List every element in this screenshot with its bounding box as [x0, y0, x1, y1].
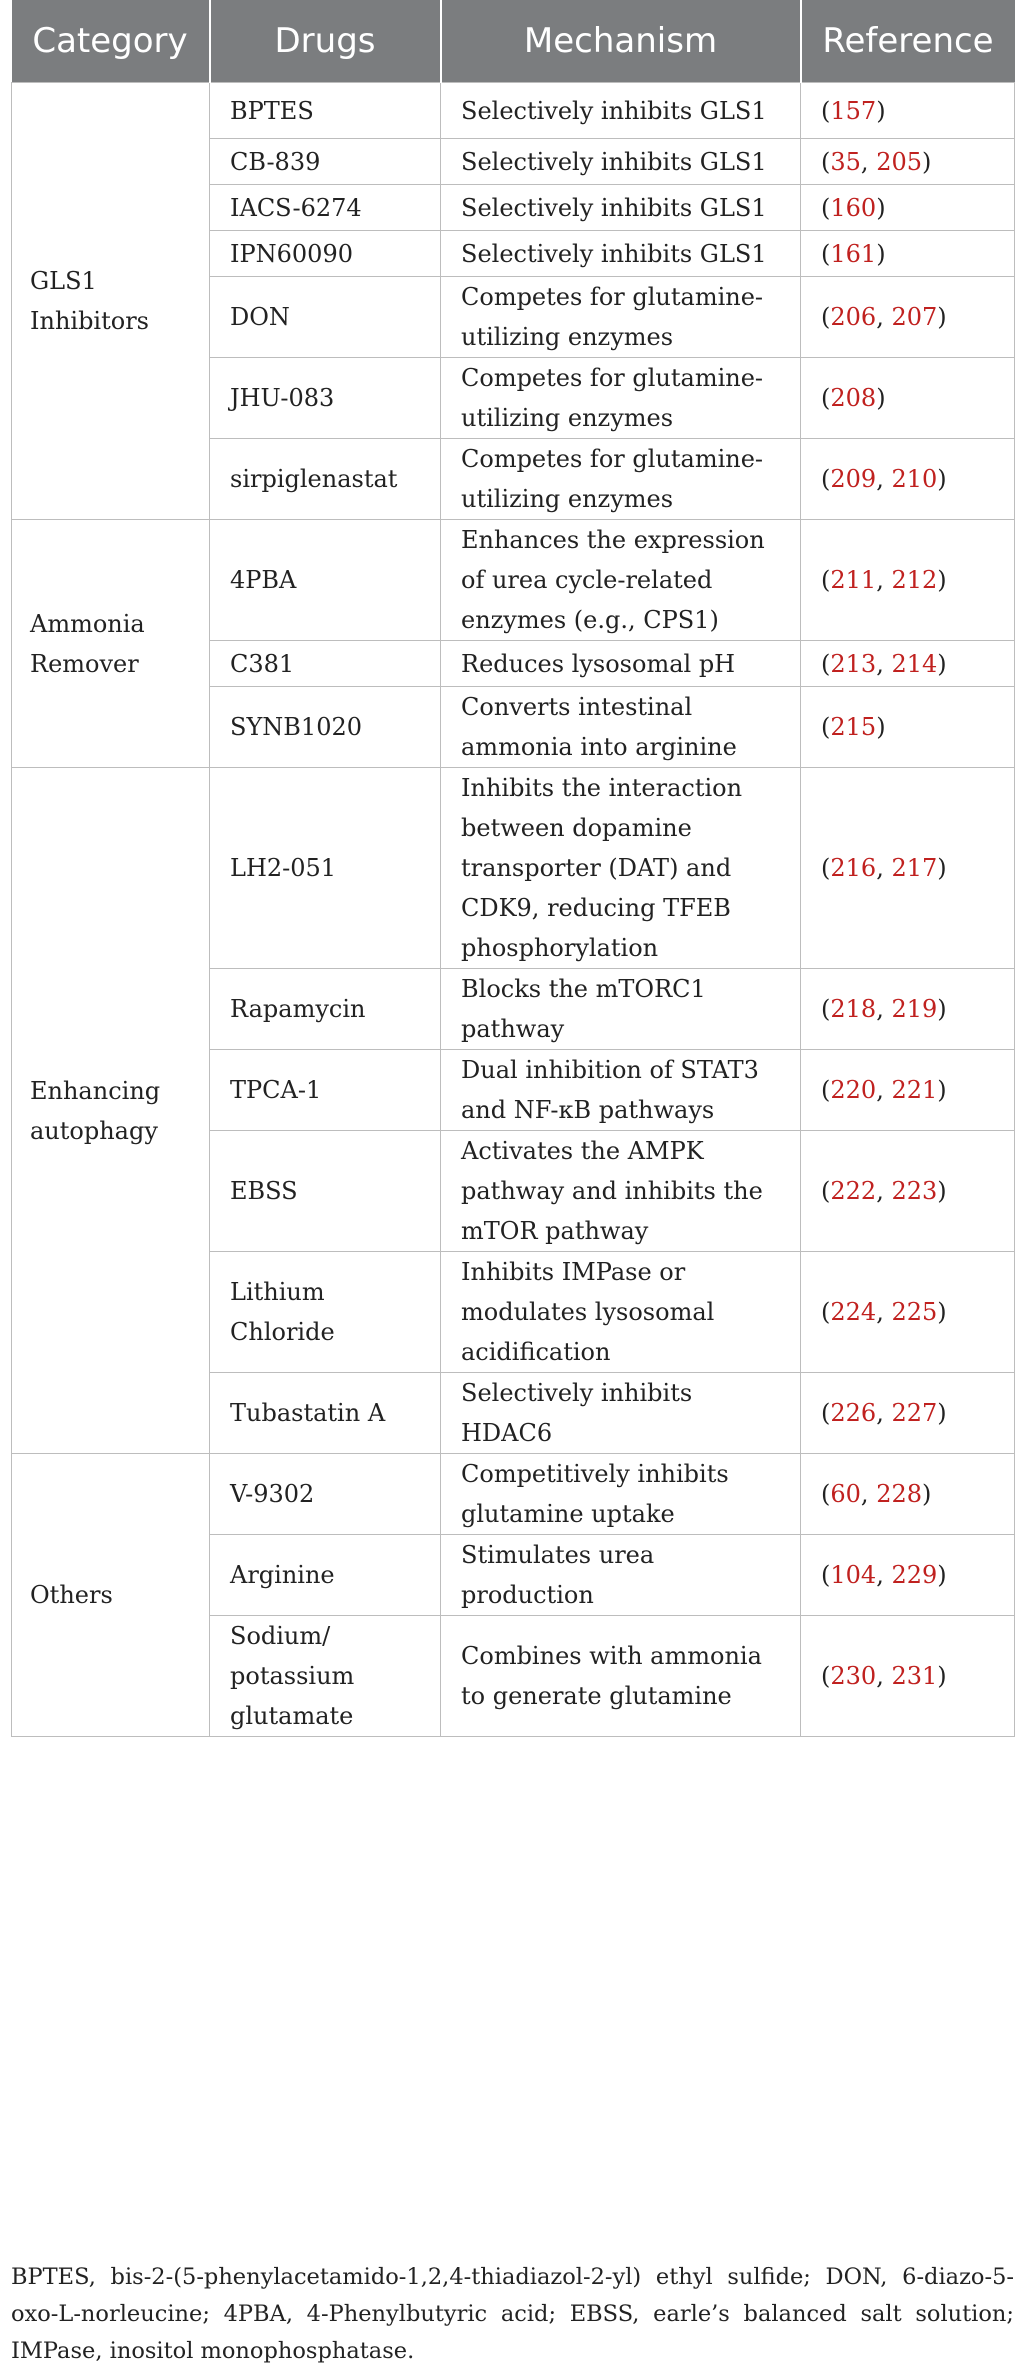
drug-name: TPCA-1	[230, 1076, 322, 1104]
reference-link[interactable]: 209	[830, 465, 877, 493]
reference-link[interactable]: 160	[830, 193, 877, 222]
drug-cell	[210, 1050, 441, 1131]
drug-name: Lithium	[230, 1278, 325, 1306]
reference-cell: (211, 212)	[801, 520, 1015, 641]
mechanism-cell	[441, 439, 801, 520]
drug-name: EBSS	[230, 1177, 298, 1205]
table-row	[12, 768, 1015, 969]
category-label: Inhibitors	[30, 307, 149, 335]
mechanism-text: CDK9, reducing TFEB	[461, 894, 731, 922]
reference-link[interactable]: 210	[891, 465, 938, 493]
mechanism-cell	[441, 1373, 801, 1454]
reference-link[interactable]: 228	[876, 1480, 922, 1508]
mechanism-text: Dual inhibition of STAT3	[461, 1056, 759, 1084]
mechanism-text: between dopamine	[461, 814, 692, 842]
reference-link[interactable]: 213	[830, 649, 877, 678]
reference-cell: (160)	[801, 185, 1015, 231]
reference-link[interactable]: 220	[830, 1076, 877, 1104]
reference-link[interactable]: 229	[891, 1561, 938, 1589]
mechanism-text: Enhances the expression	[461, 526, 765, 554]
mechanism-cell	[441, 1454, 801, 1535]
reference-cell: (161)	[801, 231, 1015, 277]
reference-link[interactable]: 225	[891, 1298, 938, 1326]
category-cell	[12, 83, 210, 520]
drug-cell	[210, 1131, 441, 1252]
mechanism-cell	[441, 277, 801, 358]
drug-name: 4PBA	[230, 566, 297, 594]
mechanism-cell	[441, 1131, 801, 1252]
mechanism-text: transporter (DAT) and	[461, 854, 732, 882]
reference-cell: (208)	[801, 358, 1015, 439]
drug-name: Arginine	[230, 1561, 335, 1589]
header-mechanism: Mechanism	[441, 0, 801, 83]
mechanism-text: pathway	[461, 1015, 565, 1043]
mechanism-text: to generate glutamine	[461, 1682, 732, 1710]
table-row	[12, 83, 1015, 139]
mechanism-text: Competes for glutamine-	[461, 364, 764, 392]
reference-link[interactable]: 224	[830, 1298, 877, 1326]
mechanism-text: Activates the AMPK	[461, 1137, 704, 1165]
drug-cell	[210, 277, 441, 358]
reference-link[interactable]: 214	[891, 649, 938, 678]
reference-cell: (60, 228)	[801, 1454, 1015, 1535]
drug-cell	[210, 969, 441, 1050]
mechanism-text: production	[461, 1581, 594, 1609]
mechanism-text: Inhibits IMPase or	[461, 1258, 686, 1286]
drug-name: Chloride	[230, 1318, 335, 1346]
table-row	[12, 1454, 1015, 1535]
drug-name: SYNB1020	[230, 713, 362, 741]
table-row	[12, 520, 1015, 641]
drug-name: potassium	[230, 1662, 355, 1690]
category-label: autophagy	[30, 1116, 158, 1145]
reference-link[interactable]: 221	[891, 1076, 938, 1104]
table-footnote: BPTES, bis-2-(5-phenylacetamido-1,2,4-thiadiazol-2-yl) ethyl sulfide; DON, 6-diazo-5-oxo-L-norleucine; 4PBA, 4-Phenylbutyric acid; EBSS, earle’s balanced salt solution; IMPase, inositol monophosphatase.	[11, 2263, 1014, 2364]
mechanism-text: mTOR pathway	[461, 1217, 649, 1245]
drug-table-container	[11, 0, 1014, 1737]
mechanism-text: Competes for glutamine-	[461, 283, 764, 311]
drug-name: CB-839	[230, 147, 321, 176]
reference-link[interactable]: 104	[830, 1561, 877, 1589]
reference-link[interactable]: 231	[891, 1662, 938, 1690]
mechanism-cell	[441, 1252, 801, 1373]
reference-link[interactable]: 35	[830, 147, 861, 176]
drug-cell	[210, 139, 441, 185]
mechanism-cell	[441, 83, 801, 139]
mechanism-text: Inhibits the interaction	[461, 774, 743, 802]
reference-link[interactable]: 60	[830, 1480, 861, 1508]
reference-link[interactable]: 216	[830, 854, 877, 882]
reference-cell: (104, 229)	[801, 1535, 1015, 1616]
reference-cell: (218, 219)	[801, 969, 1015, 1050]
drug-cell	[210, 439, 441, 520]
drug-cell	[210, 687, 441, 768]
reference-cell: (224, 225)	[801, 1252, 1015, 1373]
mechanism-text: HDAC6	[461, 1419, 553, 1447]
drug-name: sirpiglenastat	[230, 465, 398, 493]
reference-link[interactable]: 230	[830, 1662, 877, 1690]
mechanism-text: Combines with ammonia	[461, 1642, 762, 1670]
mechanism-cell	[441, 1616, 801, 1737]
drug-name: BPTES	[230, 96, 314, 125]
mechanism-text: ammonia into arginine	[461, 733, 737, 761]
mechanism-text: pathway and inhibits the	[461, 1177, 763, 1205]
mechanism-text: modulates lysosomal	[461, 1298, 715, 1326]
header-reference: Reference	[801, 0, 1015, 83]
drug-name: IPN60090	[230, 239, 353, 268]
reference-link[interactable]: 206	[830, 303, 877, 331]
drug-cell	[210, 1616, 441, 1737]
category-label: Enhancing	[30, 1076, 161, 1105]
drug-cell	[210, 641, 441, 687]
reference-link[interactable]: 223	[891, 1177, 938, 1205]
mechanism-text: utilizing enzymes	[461, 323, 674, 351]
mechanism-cell	[441, 520, 801, 641]
table-header	[12, 0, 1015, 83]
drug-name: Tubastatin A	[230, 1399, 386, 1427]
mechanism-cell	[441, 1535, 801, 1616]
reference-link[interactable]: 211	[830, 566, 877, 594]
drug-name: JHU-083	[230, 384, 335, 412]
category-cell	[12, 520, 210, 768]
category-cell	[12, 1454, 210, 1737]
mechanism-cell	[441, 768, 801, 969]
drug-name: Sodium/	[230, 1622, 331, 1650]
mechanism-cell	[441, 185, 801, 231]
mechanism-text: utilizing enzymes	[461, 485, 674, 513]
header-drugs: Drugs	[210, 0, 441, 83]
category-label: GLS1	[30, 267, 97, 295]
reference-link[interactable]: 215	[830, 713, 877, 741]
mechanism-text: and NF-κB pathways	[461, 1096, 715, 1124]
header-row	[12, 0, 1015, 83]
drug-table	[11, 0, 1015, 1737]
drug-name: IACS-6274	[230, 193, 362, 222]
drug-name: LH2-051	[230, 854, 337, 882]
reference-link[interactable]: 205	[876, 147, 922, 176]
reference-link[interactable]: 207	[891, 303, 938, 331]
reference-link[interactable]: 217	[891, 854, 938, 882]
drug-cell	[210, 185, 441, 231]
reference-cell: (220, 221)	[801, 1050, 1015, 1131]
drug-cell	[210, 1252, 441, 1373]
mechanism-text: Converts intestinal	[461, 693, 693, 721]
reference-cell: (222, 223)	[801, 1131, 1015, 1252]
mechanism-text: Selectively inhibits	[461, 1379, 693, 1407]
reference-cell: (206, 207)	[801, 277, 1015, 358]
mechanism-text: Selectively inhibits GLS1	[461, 147, 767, 176]
drug-cell	[210, 231, 441, 277]
mechanism-cell	[441, 139, 801, 185]
mechanism-text: enzymes (e.g., CPS1)	[461, 606, 719, 634]
drug-name: DON	[230, 303, 290, 331]
category-label: Remover	[30, 649, 139, 678]
drug-name: V-9302	[230, 1480, 315, 1508]
reference-cell: (215)	[801, 687, 1015, 768]
drug-cell	[210, 768, 441, 969]
reference-link[interactable]: 218	[830, 995, 877, 1023]
mechanism-text: Competes for glutamine-	[461, 445, 764, 473]
reference-link[interactable]: 157	[830, 96, 877, 125]
mechanism-cell	[441, 641, 801, 687]
mechanism-text: utilizing enzymes	[461, 404, 674, 432]
drug-name: Rapamycin	[230, 995, 366, 1023]
drug-cell	[210, 1373, 441, 1454]
reference-cell: (35, 205)	[801, 139, 1015, 185]
mechanism-cell	[441, 358, 801, 439]
mechanism-text: Selectively inhibits GLS1	[461, 193, 767, 222]
reference-link[interactable]: 219	[891, 995, 938, 1023]
mechanism-text: Blocks the mTORC1	[461, 975, 706, 1003]
mechanism-cell	[441, 687, 801, 768]
reference-cell: (157)	[801, 83, 1015, 139]
drug-cell	[210, 358, 441, 439]
reference-cell: (216, 217)	[801, 768, 1015, 969]
reference-cell: (230, 231)	[801, 1616, 1015, 1737]
header-category: Category	[12, 0, 210, 83]
mechanism-cell	[441, 231, 801, 277]
mechanism-text: Reduces lysosomal pH	[461, 649, 736, 678]
category-label: Others	[30, 1581, 113, 1609]
mechanism-text: Stimulates urea	[461, 1541, 655, 1569]
reference-link[interactable]: 212	[891, 566, 938, 594]
mechanism-cell	[441, 1050, 801, 1131]
mechanism-text: phosphorylation	[461, 934, 659, 962]
drug-cell	[210, 1454, 441, 1535]
table-body	[12, 83, 1015, 1737]
mechanism-text: glutamine uptake	[461, 1500, 675, 1528]
drug-name: C381	[230, 649, 295, 678]
category-cell	[12, 768, 210, 1454]
reference-link[interactable]: 226	[830, 1399, 877, 1427]
mechanism-text: Selectively inhibits GLS1	[461, 239, 767, 268]
reference-cell: (226, 227)	[801, 1373, 1015, 1454]
drug-name: glutamate	[230, 1702, 354, 1730]
mechanism-text: acidification	[461, 1338, 611, 1366]
reference-link[interactable]: 208	[830, 384, 877, 412]
drug-cell	[210, 520, 441, 641]
mechanism-text: of urea cycle-related	[461, 566, 713, 594]
mechanism-cell	[441, 969, 801, 1050]
reference-cell: (213, 214)	[801, 641, 1015, 687]
reference-link[interactable]: 227	[891, 1399, 938, 1427]
mechanism-text: Competitively inhibits	[461, 1460, 729, 1488]
mechanism-text: Selectively inhibits GLS1	[461, 96, 767, 125]
reference-link[interactable]: 161	[830, 239, 877, 268]
category-label: Ammonia	[30, 609, 145, 638]
reference-link[interactable]: 222	[830, 1177, 877, 1205]
drug-cell	[210, 1535, 441, 1616]
reference-cell: (209, 210)	[801, 439, 1015, 520]
drug-cell	[210, 83, 441, 139]
